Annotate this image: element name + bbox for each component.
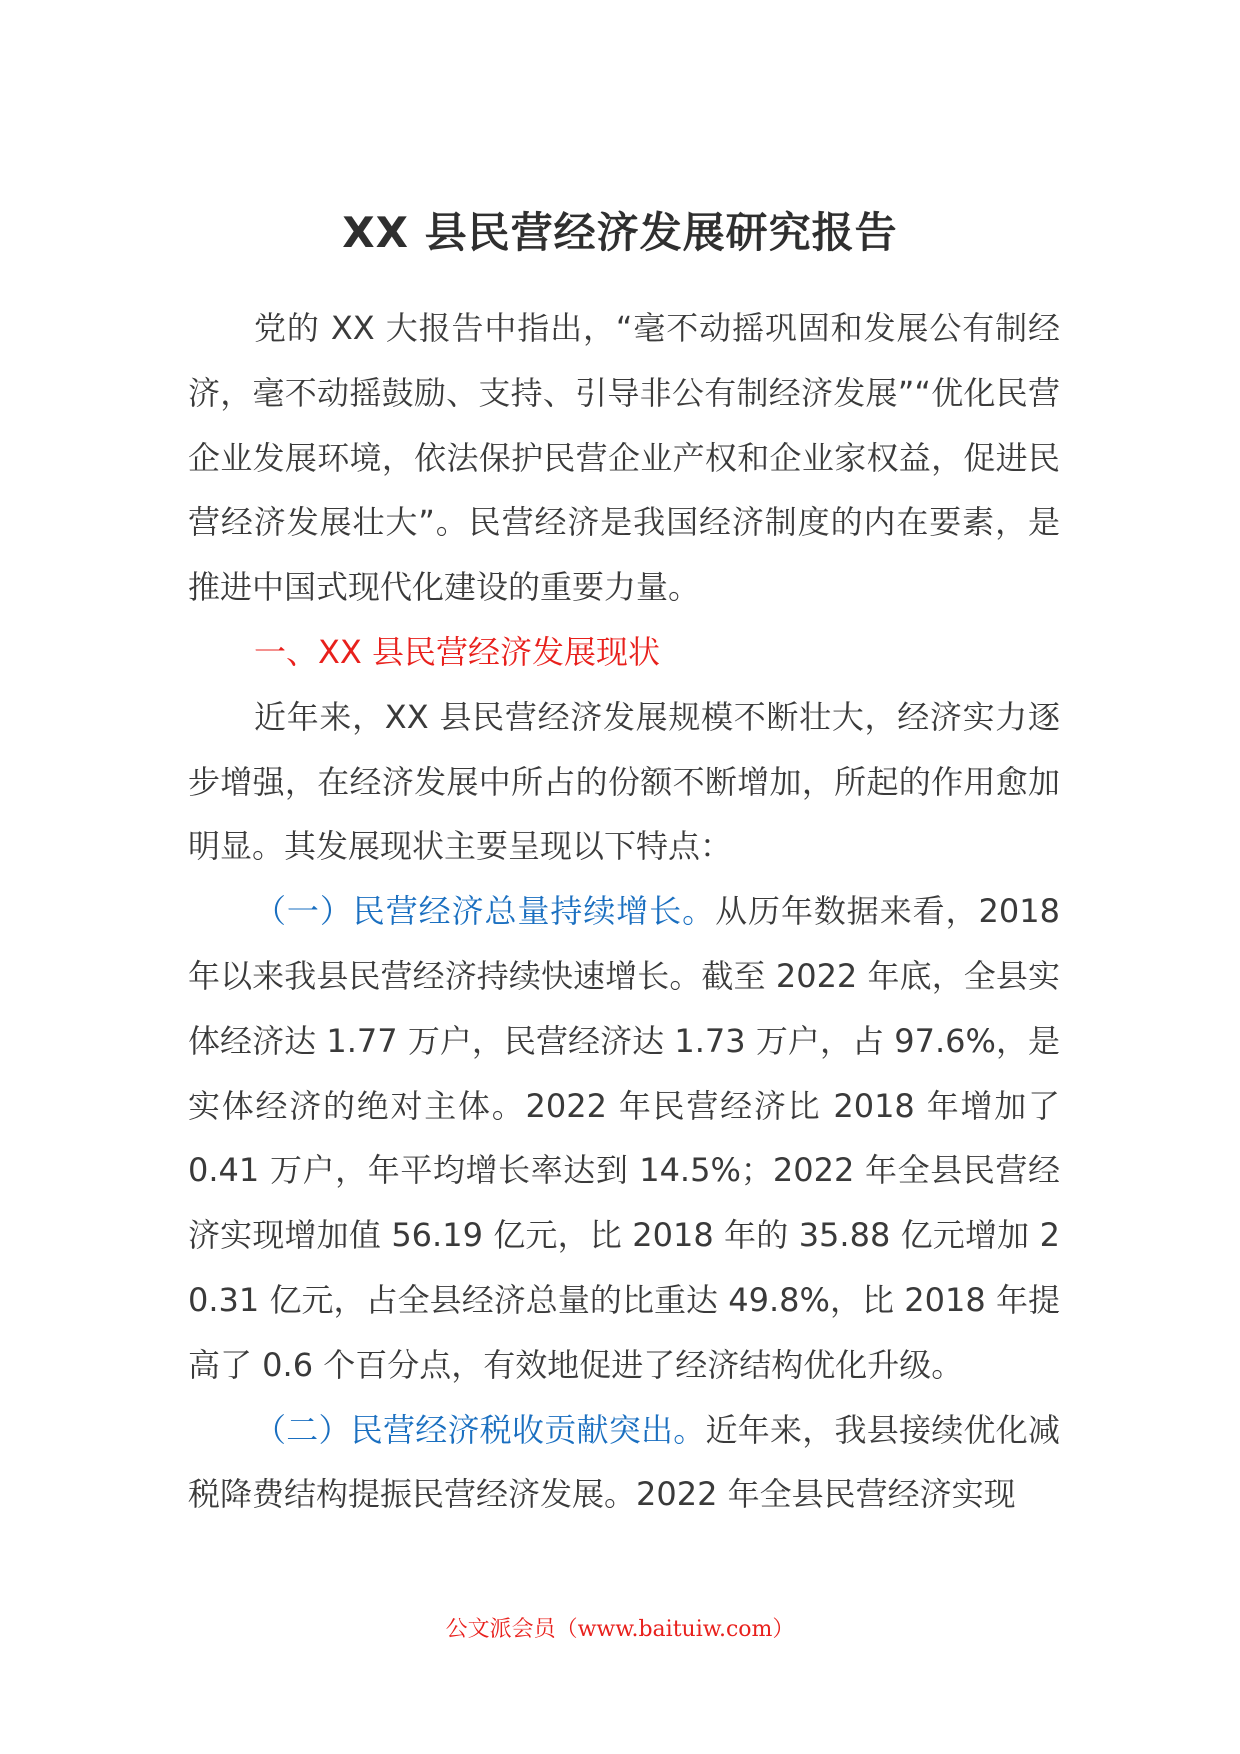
- subsection-2-text: 近年来，我县接续优化减税降费结构提振民营经济发展。2022 年全县民营经济实现: [188, 1410, 1060, 1514]
- subsection-2-heading: （二）民营经济税收贡献突出。: [254, 1410, 706, 1449]
- document-title: XX 县民营经济发展研究报告: [342, 208, 898, 257]
- subsection-2-paragraph: [188, 1398, 1060, 1528]
- status-paragraph-text: 近年来，XX 县民营经济发展规模不断壮大，经济实力逐步增强，在经济发展中所占的份额不断增加，所起的作用愈加明显。其发展现状主要呈现以下特点：: [188, 697, 1060, 866]
- status-paragraph: [188, 685, 1060, 879]
- footer-watermark: 公文派会员（www.baituiw.com）: [445, 1617, 795, 1642]
- subsection-1-heading: （一）民营经济总量持续增长。: [254, 892, 716, 931]
- intro-paragraph: [188, 296, 1060, 620]
- subsection-1-text: 从历年数据来看，2018 年以来我县民营经济持续快速增长。截至 2022 年底，全县实体经济达 1.77 万户，民营经济达 1.73 万户，占 97.6%，是实体经济的绝对主体。2022 年民营经济比 2018 年增加了 0.41 万户，年平均增长率达到 14.5%；2022 年全县民营经济实现增加值 56.19 亿元，比 2018 年的 35.88 亿元增加 20.31 亿元，占全县经济总量的比重达 49.8%，比 2018 年提高了 0.6 个百分点，有效地促进了经济结构优化升级。: [188, 892, 1060, 1384]
- section-heading: [188, 620, 1060, 685]
- subsection-1-paragraph: [188, 879, 1060, 1397]
- document-body: [188, 296, 1060, 1527]
- section-heading-text: 一、XX 县民营经济发展现状: [254, 632, 661, 671]
- intro-paragraph-text: 党的 XX 大报告中指出，“毫不动摇巩固和发展公有制经济，毫不动摇鼓励、支持、引导非公有制经济发展”“优化民营企业发展环境，依法保护民营企业产权和企业家权益，促进民营经济发展壮大”。民营经济是我国经济制度的内在要素，是推进中国式现代化建设的重要力量。: [188, 309, 1060, 607]
